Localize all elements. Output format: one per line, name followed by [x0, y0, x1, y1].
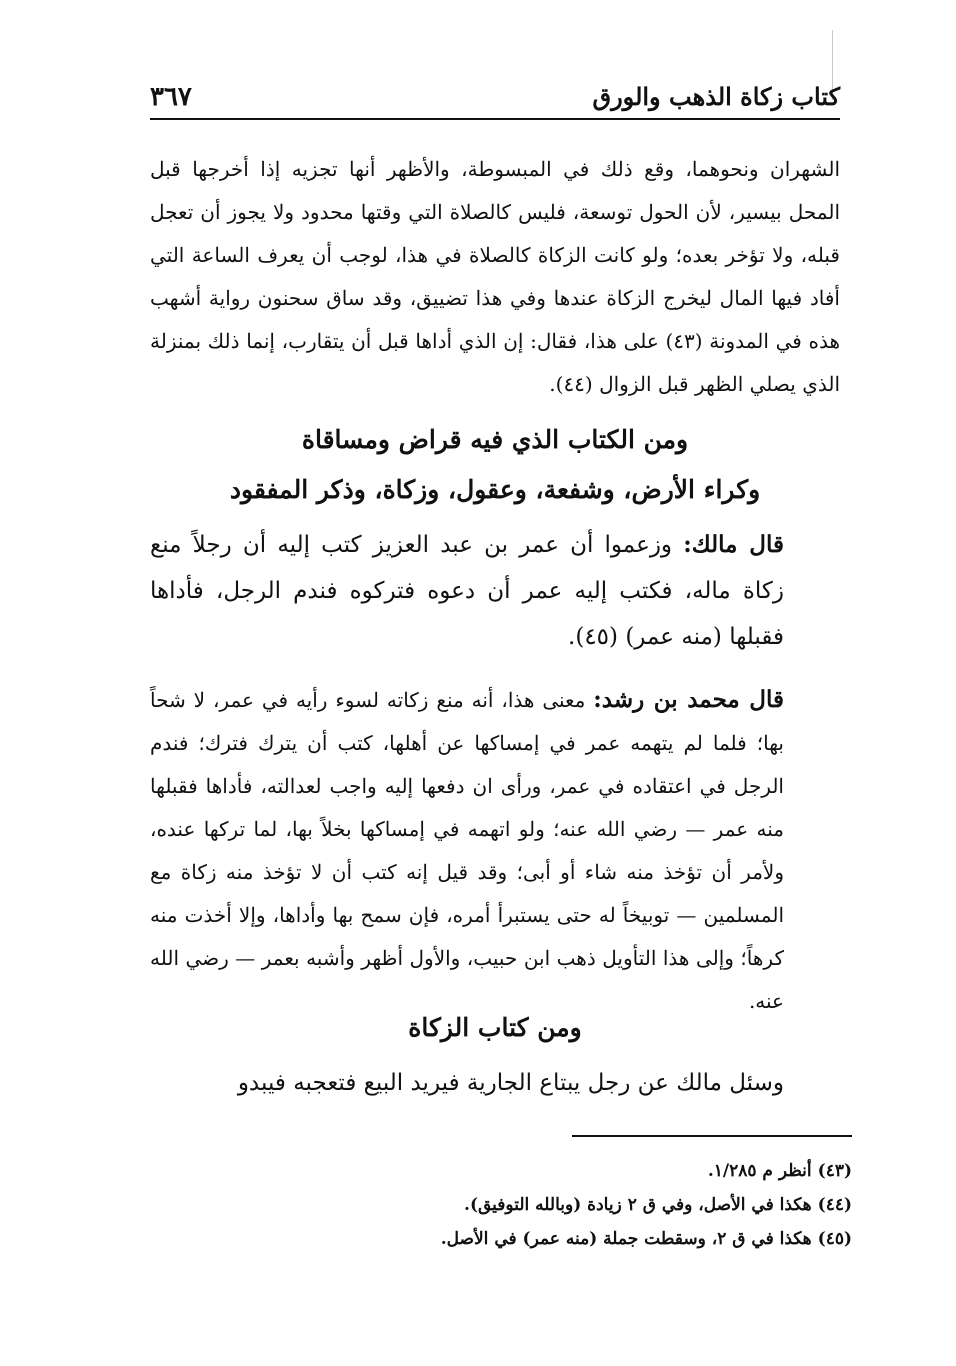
paragraph-body: معنى هذا، أنه منع زكاته لسوء رأيه في عمر، لا شحاً بها؛ فلما لم يتهمه عمر في إمساكها عن أهلها، كتب أن يترك فترك؛ فندم الرجل في اعتقاده في عمر، ورأى ان دفعها إليه واجب لعدالته، فأداها فقبلها منه عمر — رضي الله عنه؛ ولو اتهمه في إمساكها بخلاً بها، لما تركها عنده، ولأمر أن تؤخذ منه شاء أو أبى؛ وقد قيل إنه كتب أن لا تؤخذ منه زكاة مع المسلمين — توبيخاً له حتى يستبرأ أمره، فإن سمح بها وأداها، وإلا أخذت منه كرهاً؛ وإلى هذا التأويل ذهب ابن حبيب، والأول أظهر وأشبه بعمر — رضي الله عنه.: [150, 688, 784, 1013]
running-title: كتاب زكاة الذهب والورق: [592, 82, 840, 111]
section-heading-line-2: وكراء الأرض، وشفعة، وعقول، وزكاة، وذكر المفقود: [229, 475, 761, 504]
page-header: [150, 78, 840, 120]
section-heading-zakat: ومن كتاب الزكاة: [408, 1013, 582, 1042]
paragraph-text: الشهران ونحوهما، وقع ذلك في المبسوطة، والأظهر أنها تجزيه إذا أخرجها قبل المحل بيسير، لأن الحول توسعة، فليس كالصلاة التي وقتها محدود ولا يجوز أن تعجل قبله، ولا تؤخر بعده؛ ولو كانت الزكاة كالصلاة في هذا، لوجب أن يعرف الساعة التي أفاد فيها المال ليخرج الزكاة عندها وفي هذا تضييق، وقد ساق سحنون رواية أشهب هذه في المدونة (٤٣) على هذا، فقال: إن الذي أداها قبل أن يتقارب، إنما ذلك بمنزلة الذي يصلي الظهر قبل الزوال (٤٤).: [150, 157, 841, 396]
paragraph-malik: [150, 522, 840, 660]
footnote-number: (٤٣): [817, 1161, 852, 1181]
footnote-text: أنظر م ١/٢٨٥.: [707, 1161, 812, 1181]
paragraph-text: [150, 522, 840, 660]
paragraph-lead: قال محمد بن رشد:: [593, 686, 785, 713]
paragraph-lead: قال مالك:: [683, 531, 785, 558]
footnote-item: [150, 1188, 852, 1222]
paragraph-text: [150, 678, 840, 1023]
paragraph-text: وسئل مالك عن رجل يبتاع الجارية فيريد البيع فتعجبه فيبدو: [237, 1070, 784, 1096]
footnote-separator: [572, 1135, 852, 1137]
footnote-item: [150, 1222, 852, 1256]
paragraph-ibn-rushd: [150, 678, 840, 1023]
footnotes: [150, 1154, 852, 1256]
paragraph-final: [150, 1060, 840, 1106]
paragraph-continuation: [150, 148, 840, 406]
section-heading-line-1: ومن الكتاب الذي فيه قراض ومساقاة: [301, 425, 689, 454]
footnote-text: هكذا في ق ٢، وسقطت جملة (منه عمر) في الأصل.: [440, 1229, 812, 1249]
footnote-number: (٤٤): [817, 1195, 852, 1215]
page-number: ٣٦٧: [150, 82, 192, 112]
paragraph-body: وزعموا أن عمر بن عبد العزيز كتب إليه أن رجلاً منع زكاة ماله، فكتب إليه عمر أن دعوه فتركوه فندم الرجل، فأداها فقبلها (منه عمر) (٤٥).: [150, 532, 784, 650]
footnote-item: [150, 1154, 852, 1188]
footnote-text: هكذا في الأصل، وفي ق ٢ زيادة (وبالله التوفيق).: [464, 1195, 812, 1215]
footnote-number: (٤٥): [817, 1229, 852, 1249]
